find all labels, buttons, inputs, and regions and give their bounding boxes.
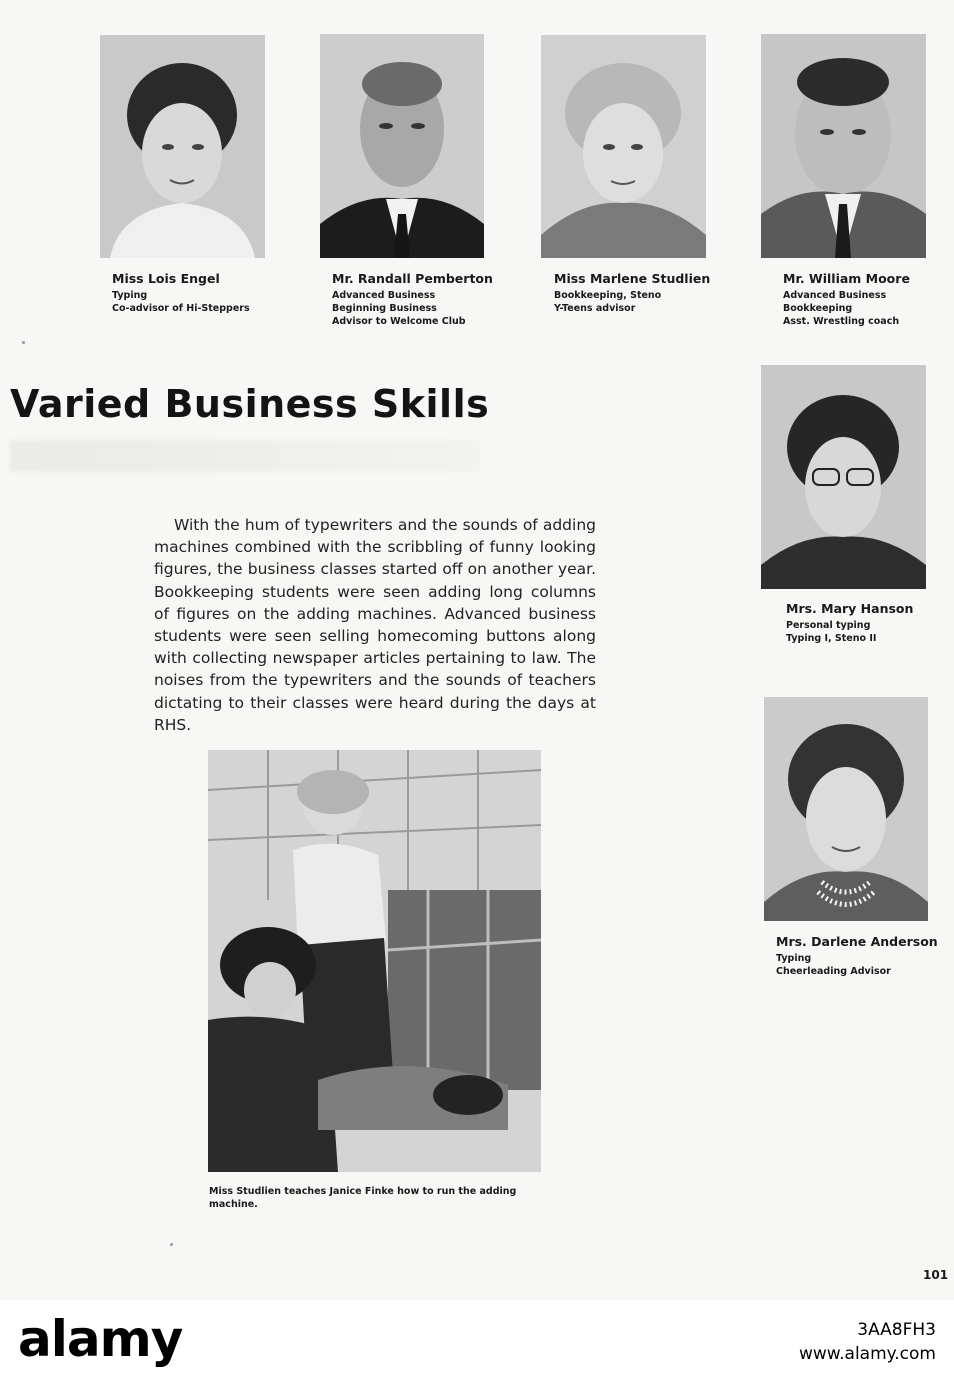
article-paragraph: With the hum of typewriters and the sounds of adding machines combined with the scribbling of funny looking figures, the business classes started off on another year. Bookkeeping students were seen adding long columns of figures on the adding machines. Advanced business students were seen selling homecoming buttons along with collecting newspaper articles pertaining to law. The noises from the typewriters and the sounds of teachers dictating to their classes were heard during the days at RHS. [154,516,596,734]
watermark-logo: alamy [18,1310,183,1368]
faculty-role: Personal typing [786,620,871,631]
paper-speck [22,341,25,344]
site-url: www.alamy.com [798,1344,936,1364]
portrait-lois-engel [100,35,265,258]
faculty-role: Typing I, Steno II [786,633,877,644]
faculty-role: Advisor to Welcome Club [332,316,466,327]
faculty-name: Miss Lois Engel [112,271,220,286]
photo-caption: Miss Studlien teaches Janice Finke how to run the adding machine. [209,1186,517,1210]
faculty-role: Beginning Business [332,303,437,314]
paper-speck [170,1243,173,1246]
caption-mary-hanson [786,600,913,645]
page-number: 101 [923,1268,949,1282]
portrait-mary-hanson [761,365,926,589]
caption-marlene-studlien [554,270,710,315]
faculty-name: Mrs. Darlene Anderson [776,934,938,949]
faculty-role: Co-advisor of Hi-Steppers [112,303,250,314]
caption-lois-engel [112,270,250,315]
faculty-role: Advanced Business [332,290,436,301]
faculty-name: Miss Marlene Studlien [554,271,711,286]
image-id: 3AA8FH3 [857,1320,936,1340]
caption-darlene-anderson [776,933,938,978]
faculty-role: Bookkeeping [783,303,853,314]
portrait-marlene-studlien [541,35,706,258]
faculty-name: Mr. Randall Pemberton [332,271,493,286]
faculty-role: Cheerleading Advisor [776,966,891,977]
faculty-role: Asst. Wrestling coach [783,316,900,327]
faculty-role: Typing [112,290,148,301]
faculty-role: Bookkeeping, Steno [554,290,662,301]
portrait-randall-pemberton [320,34,484,258]
portrait-william-moore [761,34,926,258]
portrait-darlene-anderson [764,697,928,921]
caption-william-moore [783,270,910,328]
faculty-role: Typing [776,953,812,964]
faculty-role: Y-Teens advisor [554,303,636,314]
show-through-shadow [10,440,480,472]
article-body [154,514,596,736]
classroom-photo [208,750,541,1172]
faculty-name: Mrs. Mary Hanson [786,601,914,616]
faculty-name: Mr. William Moore [783,271,910,286]
faculty-role: Advanced Business [783,290,887,301]
page-title: Varied Business Skills [10,382,490,426]
watermark-id [799,1318,936,1366]
caption-randall-pemberton [332,270,493,328]
